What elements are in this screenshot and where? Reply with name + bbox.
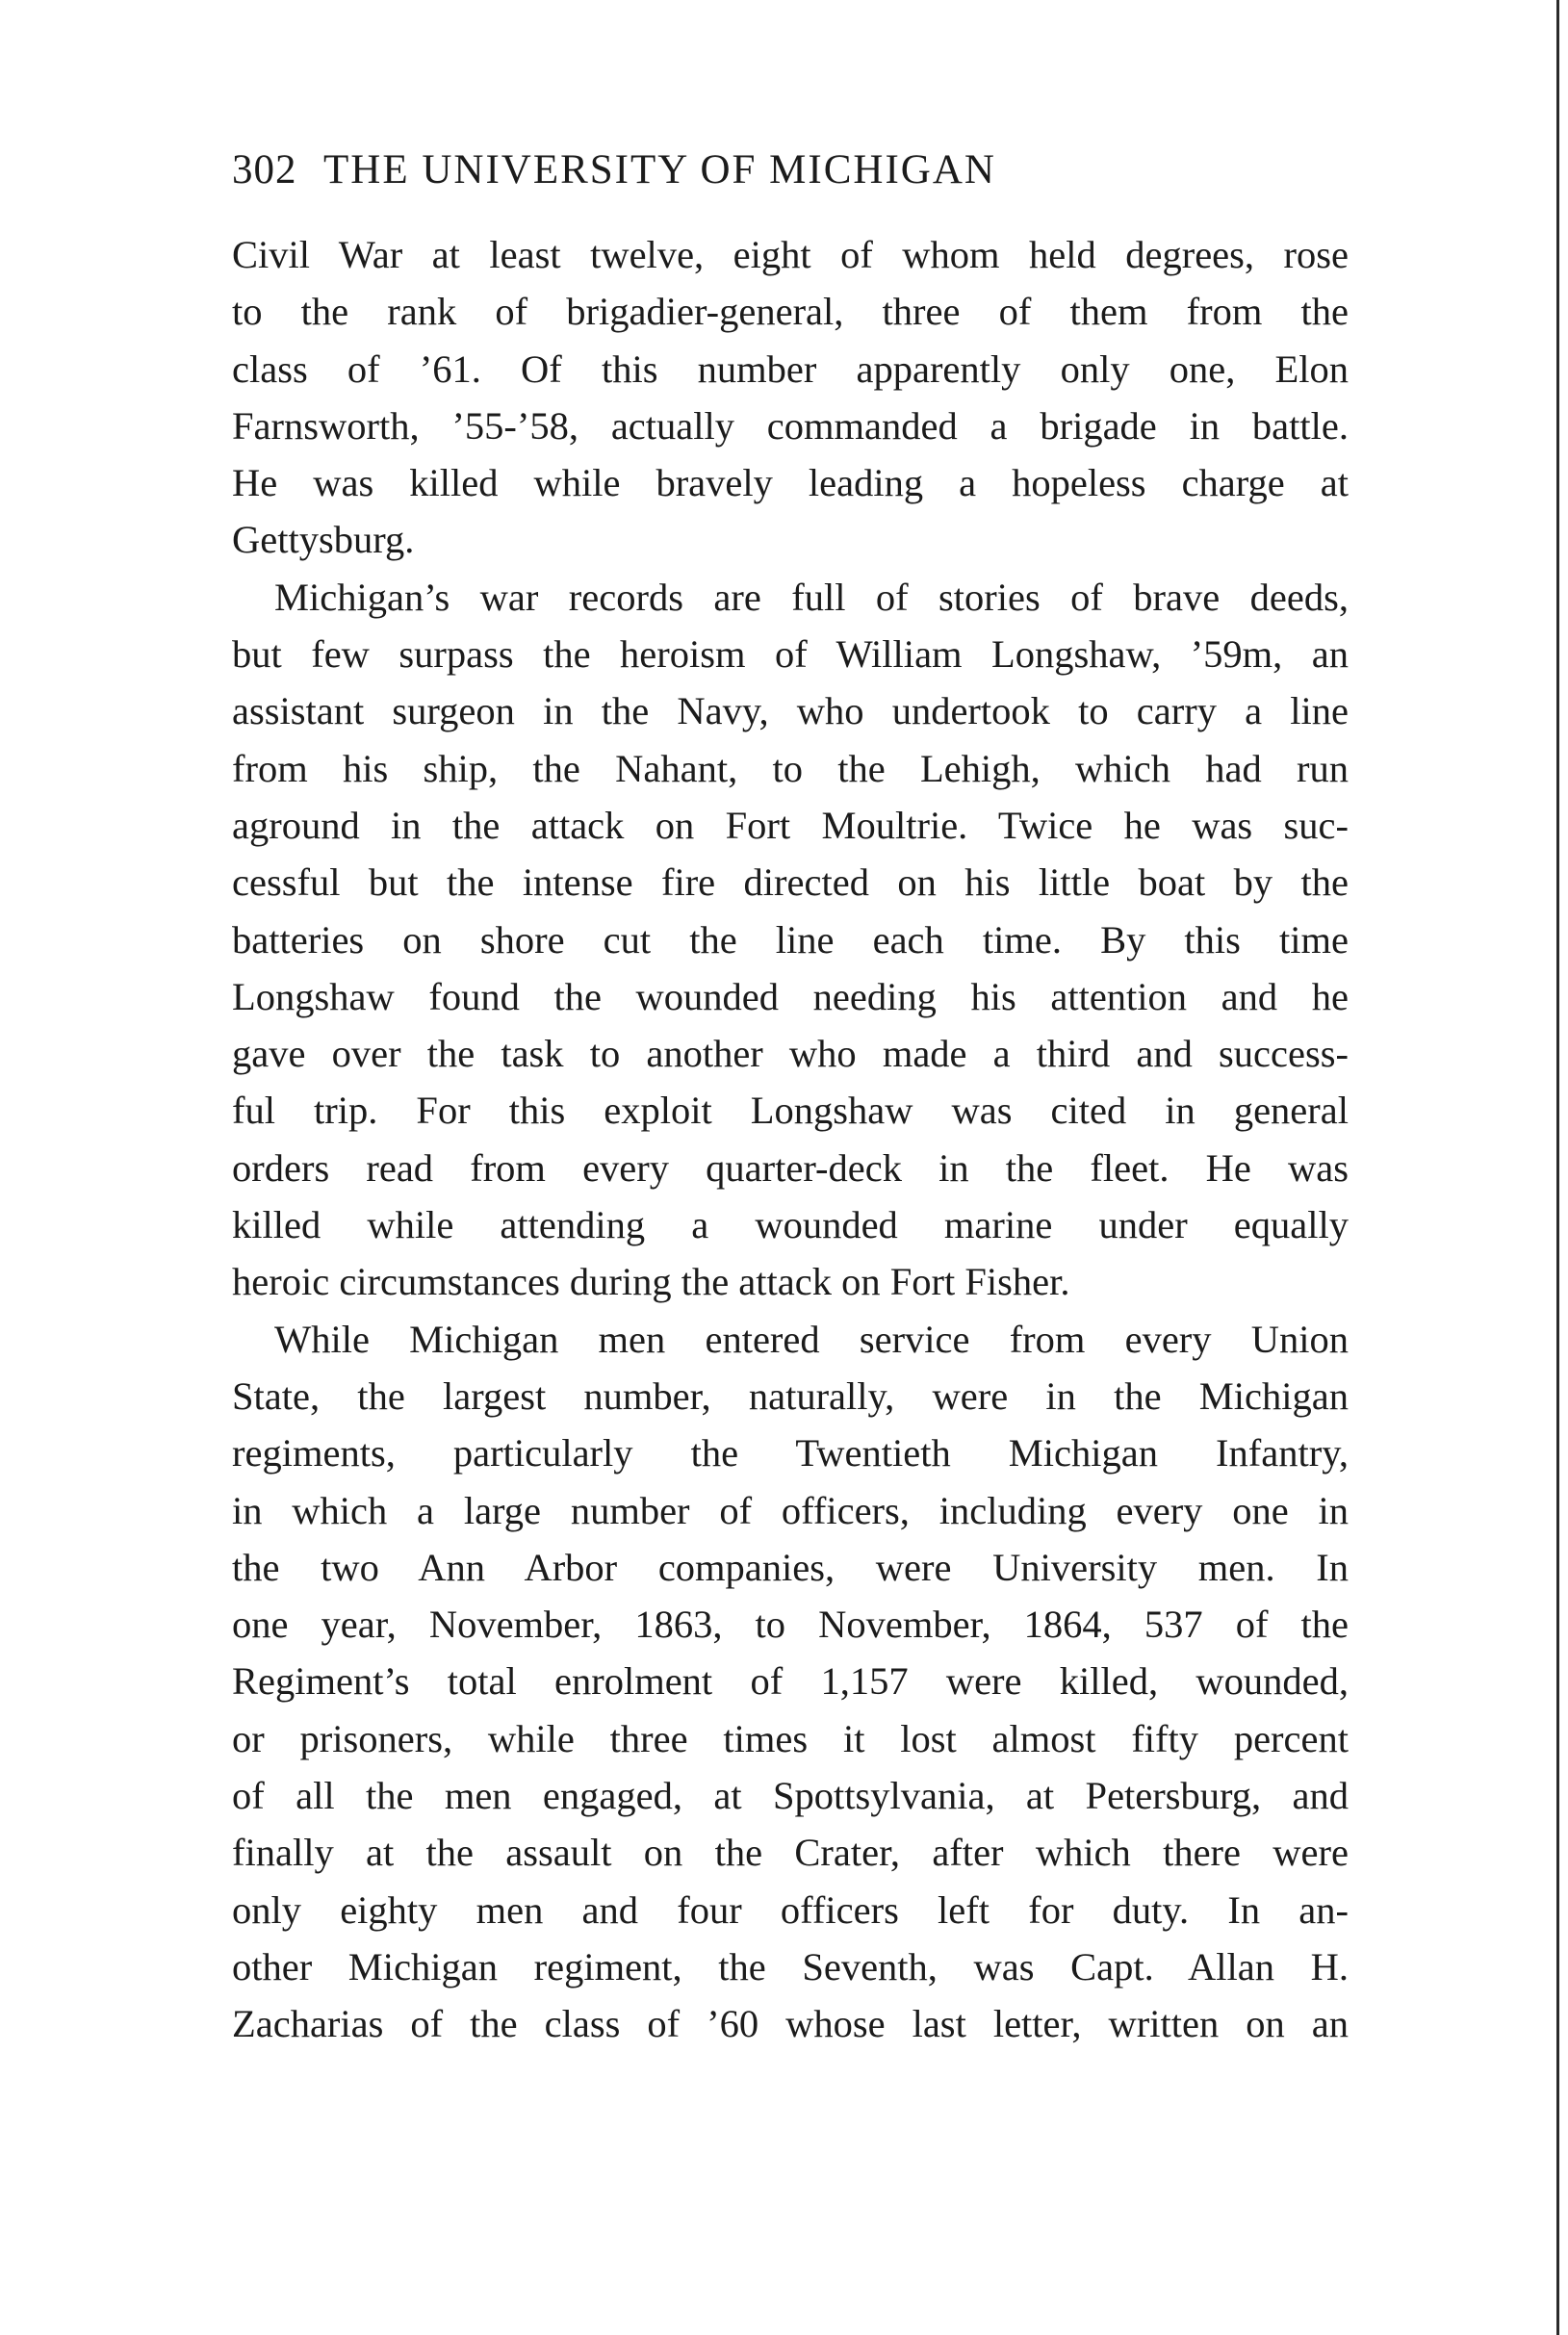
text-line: but few surpass the heroism of William Longshaw, ’59m, an bbox=[232, 632, 1349, 677]
text-line: aground in the attack on Fort Moultrie. Twice he was suc- bbox=[232, 803, 1349, 847]
text-line: Regiment’s total enrolment of 1,157 were killed, wounded, bbox=[232, 1659, 1349, 1704]
text-line: heroic circumstances during the attack on Fort Fisher. bbox=[232, 1260, 1070, 1304]
text-line: to the rank of brigadier-general, three of them from the bbox=[232, 290, 1349, 334]
page-number: 302 bbox=[232, 147, 297, 192]
running-title: THE UNIVERSITY OF MICHIGAN bbox=[323, 147, 996, 192]
text-line: killed while attending a wounded marine under equally bbox=[232, 1203, 1349, 1247]
text-line: Civil War at least twelve, eight of whom held degrees, rose bbox=[232, 233, 1349, 276]
text-line: from his ship, the Nahant, to the Lehigh, which had run bbox=[232, 746, 1349, 790]
text-line: gave over the task to another who made a third and success- bbox=[232, 1032, 1349, 1076]
text-line: only eighty men and four officers left for duty. In an- bbox=[232, 1887, 1349, 1932]
text-line: one year, November, 1863, to November, 1864, 537 of the bbox=[232, 1603, 1349, 1647]
text-line: State, the largest number, naturally, were in the Michigan bbox=[232, 1373, 1349, 1418]
text-line: orders read from every quarter-deck in the fleet. He was bbox=[232, 1145, 1349, 1190]
text-line: finally at the assault on the Crater, after which there were bbox=[232, 1831, 1349, 1875]
text-line: cessful but the intense fire directed on his little boat by the bbox=[232, 860, 1349, 905]
text-line: Zacharias of the class of ’60 whose last letter, written on an bbox=[232, 2002, 1349, 2046]
text-line: assistant surgeon in the Navy, who undertook to carry a line bbox=[232, 689, 1349, 733]
text-line: ful trip. For this exploit Longshaw was cited in general bbox=[232, 1089, 1349, 1133]
text-line: Farnsworth, ’55-’58, actually commanded a brigade in battle. bbox=[232, 403, 1349, 448]
running-head bbox=[232, 146, 1349, 204]
text-line: He was killed while bravely leading a hopeless charge at bbox=[232, 461, 1349, 505]
text-line: in which a large number of officers, including every one in bbox=[232, 1488, 1349, 1532]
text-line: batteries on shore cut the line each time. By this time bbox=[232, 917, 1349, 962]
text-line: Gettysburg. bbox=[232, 518, 415, 562]
page-edge-rule bbox=[1556, 0, 1559, 2335]
text-line: of all the men engaged, at Spottsylvania, at Petersburg, and bbox=[232, 1774, 1349, 1818]
text-line: regiments, particularly the Twentieth Michigan Infantry, bbox=[232, 1431, 1349, 1475]
body-text bbox=[232, 226, 1349, 2053]
text-line: Michigan’s war records are full of stories of brave deeds, bbox=[274, 575, 1349, 619]
text-line: the two Ann Arbor companies, were University men. In bbox=[232, 1545, 1349, 1589]
text-line: class of ’61. Of this number apparently only one, Elon bbox=[232, 346, 1349, 391]
text-line: other Michigan regiment, the Seventh, was Capt. Allan H. bbox=[232, 1944, 1349, 1989]
text-line: or prisoners, while three times it lost almost fifty percent bbox=[232, 1716, 1349, 1760]
text-line: Longshaw found the wounded needing his attention and he bbox=[232, 974, 1349, 1018]
text-line: While Michigan men entered service from every Union bbox=[274, 1317, 1349, 1361]
